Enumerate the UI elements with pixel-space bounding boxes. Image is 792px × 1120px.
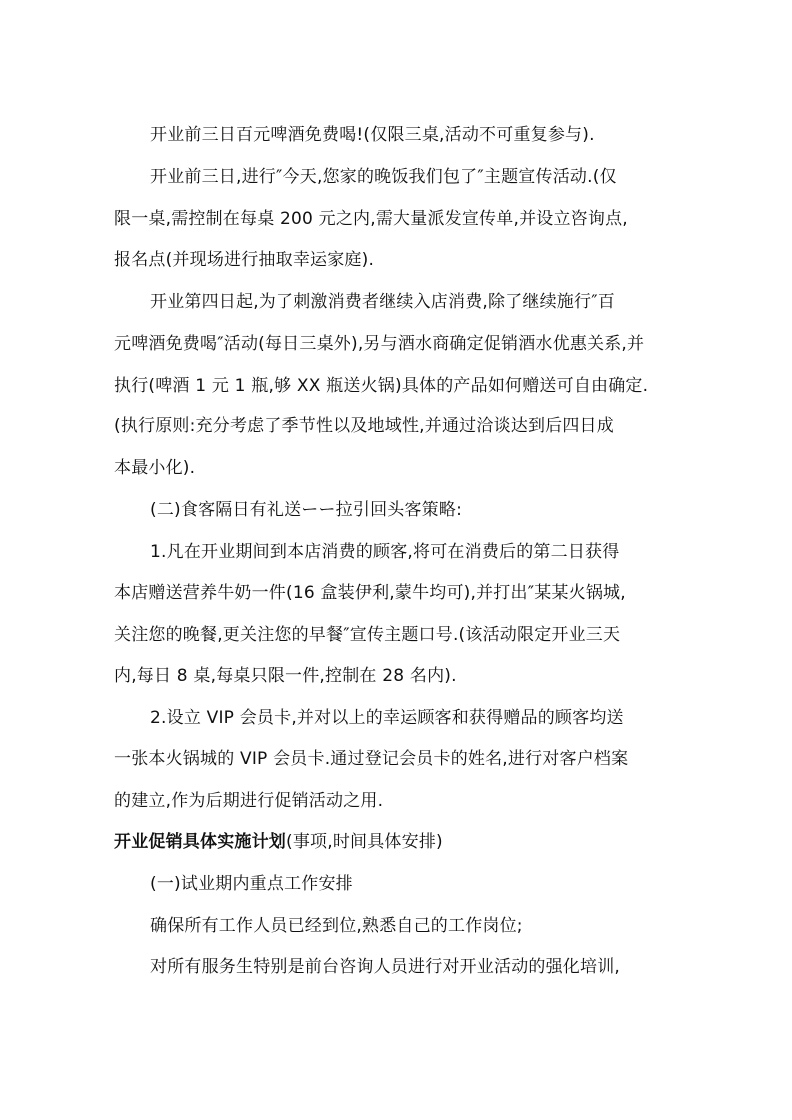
paragraph-line: 关注您的晚餐,更关注您的早餐″宣传主题口号.(该活动限定开业三天 [114, 625, 621, 645]
paragraph-line: 2.设立 VIP 会员卡,并对以上的幸运顾客和获得赠品的顾客均送 [150, 708, 624, 728]
paragraph-line: 开业第四日起,为了刺激消费者继续入店消费,除了继续施行″百 [150, 292, 615, 312]
paragraph-line: 的建立,作为后期进行促销活动之用. [114, 791, 384, 811]
paragraph-line: 本店赠送营养牛奶一件(16 盒装伊利,蒙牛均可),并打出″某某火锅城, [114, 583, 626, 603]
plan-heading [114, 830, 443, 854]
paragraph-line: 开业前三日百元啤酒免费喝!(仅限三桌,活动不可重复参与). [150, 125, 595, 145]
paragraph-line: 确保所有工作人员已经到位,熟悉自己的工作岗位; [150, 916, 523, 936]
paragraph-line: 本最小化). [114, 458, 196, 478]
section-heading: (二)食客隔日有礼送ーー拉引回头客策略: [150, 500, 462, 520]
paragraph-line: 一张本火锅城的 VIP 会员卡.通过登记会员卡的姓名,进行对客户档案 [114, 749, 629, 769]
paragraph-line: 报名点(并现场进行抽取幸运家庭). [114, 250, 375, 270]
plan-heading-bold: 开业促销具体实施计划 [114, 832, 286, 852]
paragraph-line: 元啤酒免费喝″活动(每日三桌外),另与酒水商确定促销酒水优惠关系,并 [114, 334, 645, 354]
paragraph-line: 执行(啤酒 1 元 1 瓶,够 XX 瓶送火锅)具体的产品如何赠送可自由确定. [114, 376, 649, 396]
paragraph-line: 对所有服务生特别是前台咨询人员进行对开业活动的强化培训, [150, 957, 621, 977]
paragraph-line: 内,每日 8 桌,每桌只限一件,控制在 28 名内). [114, 666, 457, 686]
paragraph-line: 1.凡在开业期间到本店消费的顾客,将可在消费后的第二日获得 [150, 542, 620, 562]
paragraph-line: 限一桌,需控制在每桌 200 元之内,需大量派发宣传单,并设立咨询点, [114, 209, 628, 229]
paragraph-line: 开业前三日,进行″今天,您家的晚饭我们包了″主题宣传活动.(仅 [150, 167, 617, 187]
paragraph-line: (执行原则:充分考虑了季节性以及地域性,并通过洽谈达到后四日成 [114, 416, 614, 436]
plan-heading-rest: (事项,时间具体安排) [286, 832, 443, 852]
subsection-heading: (一)试业期内重点工作安排 [150, 874, 353, 894]
